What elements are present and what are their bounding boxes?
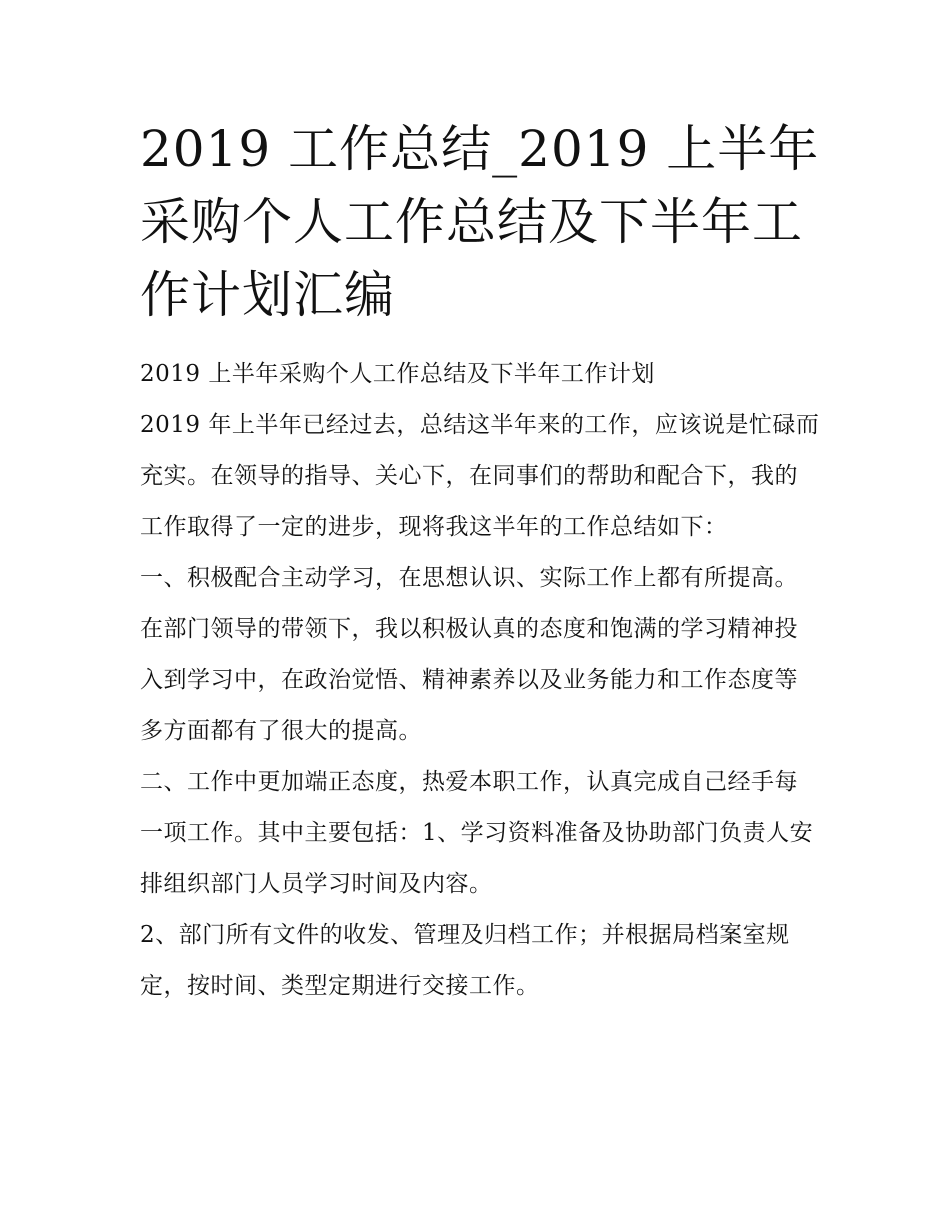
document-subtitle: 2019 上半年采购个人工作总结及下半年工作计划 [140, 361, 655, 387]
paragraph-intro: 2019 年上半年已经过去，总结这半年来的工作，应该说是忙碌而充实。在领导的指导、关心下，在同事们的帮助和配合下，我的工作取得了一定的进步，现将我这半年的工作总结如下： [140, 412, 820, 540]
document-title: 2019 工作总结_2019 上半年采购个人工作总结及下半年工作计划汇编 [140, 120, 820, 324]
paragraph-section-2-heading: 二、工作中更加端正态度，热爱本职工作，认真完成自己经手每一项工作。其中主要包括：1、学习资料准备及协助部门负责人安排组织部门人员学习时间及内容。 [140, 769, 814, 897]
document-body [140, 113, 820, 1012]
paragraph-section-2-item-2: 2、部门所有文件的收发、管理及归档工作；并根据局档案室规定，按时间、类型定期进行交接工作。 [140, 922, 790, 999]
paragraph-section-1-heading: 一、积极配合主动学习，在思想认识、实际工作上都有所提高。 [140, 565, 798, 591]
paragraph-section-1-body: 在部门领导的带领下，我以积极认真的态度和饱满的学习精神投入到学习中，在政治觉悟、精神素养以及业务能力和工作态度等多方面都有了很大的提高。 [140, 616, 798, 744]
